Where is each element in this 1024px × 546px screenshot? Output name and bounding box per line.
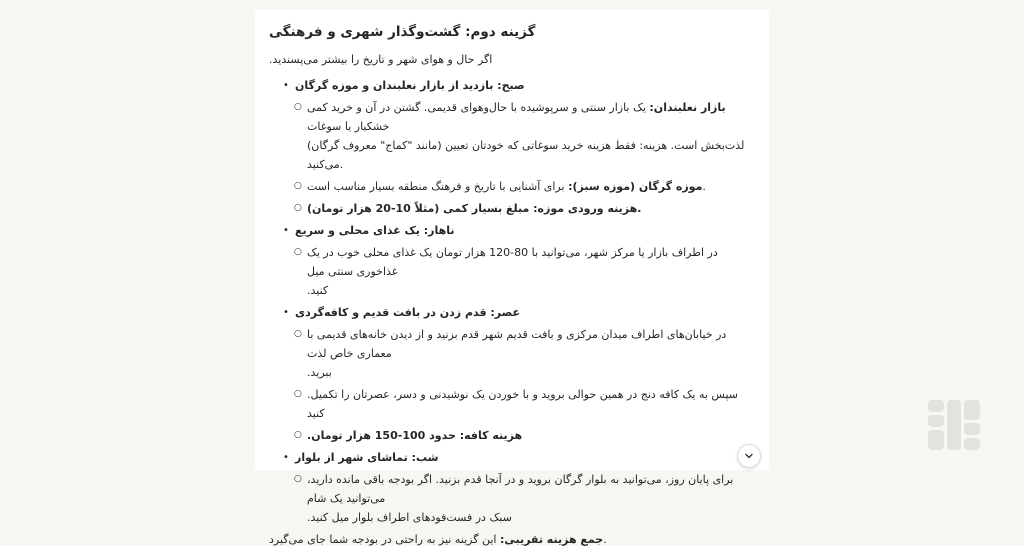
section-heading-text: شب: تماشای شهر از بلوار — [295, 451, 439, 464]
section-heading — [269, 448, 755, 467]
scroll-down-button[interactable] — [737, 444, 761, 468]
circle-bullet-icon: ○ — [294, 474, 302, 484]
list-item — [269, 243, 755, 300]
section-heading — [269, 303, 755, 322]
circle-bullet-icon: ○ — [294, 102, 302, 112]
list-item-line — [307, 385, 755, 423]
circle-bullet-icon: ○ — [294, 203, 302, 213]
list-item — [269, 426, 755, 445]
item-label: هزینه ورودی موزه: مبلغ بسیار کمی (مثلاً 10-20 هزار تومان). — [307, 202, 642, 215]
item-text: .سپس به یک کافه دنج در همین حوالی بروید و با خوردن یک نوشیدنی و دسر، عصرتان را تکمیل کنید — [307, 388, 738, 420]
circle-bullet-icon: ○ — [294, 247, 302, 257]
section-heading-text: عصر: قدم زدن در بافت قدیم و کافه‌گردی — [295, 306, 520, 319]
circle-bullet-icon: ○ — [294, 389, 302, 399]
item-text: .ببرید — [307, 366, 332, 379]
item-text: (مانند "کماج" معروف گرگان) لذت‌بخش است. هزینه: فقط هزینه خرید سوغاتی که خودتان تعیین می‌کنید. — [307, 139, 745, 171]
list-item — [269, 199, 755, 218]
chevron-down-icon — [744, 451, 754, 461]
total-cost-note — [269, 533, 755, 546]
circle-bullet-icon: ○ — [294, 329, 302, 339]
item-text: .سبک در فست‌فودهای اطراف بلوار میل کنید — [307, 511, 512, 524]
list-item — [269, 177, 755, 196]
item-text: برای آشنایی با تاریخ و فرهنگ منطقه بسیار مناسب است. — [307, 180, 706, 193]
list-item-line — [307, 98, 755, 136]
list-item — [269, 470, 755, 527]
section-heading-text: ناهار: یک غذای محلی و سریع — [295, 224, 455, 237]
response-card — [255, 10, 769, 546]
watermark-logo-icon — [926, 398, 982, 454]
bullet-icon: • — [283, 225, 289, 236]
bullet-icon: • — [283, 80, 289, 91]
item-text: در خیابان‌های اطراف میدان مرکزی و بافت قدیم شهر قدم بزنید و از دیدن خانه‌های قدیمی با معماری خاص لذت — [307, 328, 727, 360]
list-item-line — [307, 325, 755, 363]
itinerary-list — [269, 76, 755, 527]
item-text: .کنید — [307, 284, 329, 297]
item-text: در اطراف بازار یا مرکز شهر، می‌توانید با 80-120 هزار تومان یک غذای محلی خوب در یک غذاخوری سنتی میل — [307, 246, 718, 278]
item-label: موزه گرگان (موزه سبز): — [568, 180, 703, 193]
item-text: یک بازار سنتی و سرپوشیده با حال‌وهوای قدیمی. گشتن در آن و خرید کمی خشکبار یا سوغات — [307, 101, 646, 133]
intro-text: .اگر حال و هوای شهر و تاریخ را بیشتر می‌پسندید — [269, 53, 493, 66]
list-item-line — [307, 426, 755, 445]
total-cost-text: این گزینه نیز به راحتی در بودجه شما جای می‌گیرد. — [269, 533, 607, 546]
bullet-icon: • — [283, 452, 289, 463]
list-item-line — [307, 281, 755, 300]
list-item — [269, 325, 755, 382]
list-item-line — [307, 508, 755, 527]
list-item — [269, 98, 755, 174]
total-cost-label: جمع هزینه تقریبی: — [499, 533, 604, 546]
section-heading — [269, 76, 755, 95]
list-item-line — [307, 243, 755, 281]
circle-bullet-icon: ○ — [294, 181, 302, 191]
section-heading-text: صبح: بازدید از بازار نعلبندان و موزه گرگان — [295, 79, 525, 92]
list-item-line — [307, 136, 755, 174]
bullet-icon: • — [283, 307, 289, 318]
list-item-line — [307, 363, 755, 382]
page-title: گزینه دوم: گشت‌وگذار شهری و فرهنگی — [269, 24, 536, 40]
list-item — [269, 385, 755, 423]
list-item-line — [307, 470, 755, 508]
list-item-line — [307, 199, 755, 218]
item-label: .هزینه کافه: حدود 100-150 هزار تومان — [307, 429, 523, 442]
item-text: برای پایان روز، می‌توانید به بلوار گرگان بروید و در آنجا قدم بزنید. اگر بودجه باقی مانده دارید، می‌توانید یک شام — [307, 473, 734, 505]
section-heading — [269, 221, 755, 240]
circle-bullet-icon: ○ — [294, 430, 302, 440]
item-label: بازار نعلبندان: — [649, 101, 726, 114]
list-item-line — [307, 177, 755, 196]
